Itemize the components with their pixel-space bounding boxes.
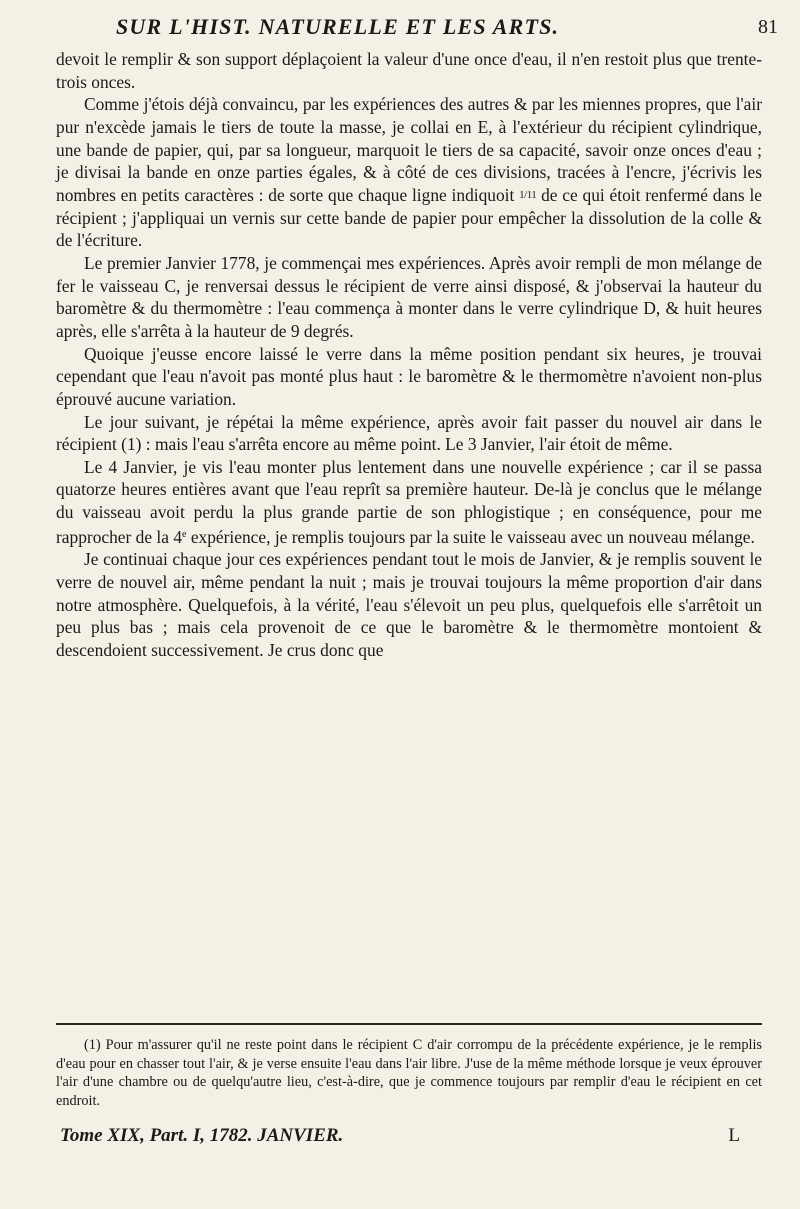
page-number: 81 xyxy=(758,16,778,38)
paragraph-2-part-a: Comme j'étois déjà convaincu, par les expériences des autres & par les miennes propres, que l'air pur n'excède jamais le tiers de toute la masse, je collai en E, à l'extérieur du récipient cylindrique, une bande de papier, qui, par sa longueur, marquoit le tiers de sa capacité, savoir onze onces d'eau ; je divisai la bande en onze parties égales, & à côté de ces divisions, tracées à l'encre, j'écrivis les nombres en petits caractères : de sorte que chaque ligne indiquoit xyxy=(56,94,762,205)
paragraph-6-part-a: Le 4 Janvier, je vis l'eau monter plus lentement dans une nouvelle expérience ; car il se passa quatorze heures entières avant que l'eau reprît sa première hauteur. De-là je conclus que le mélange du vaisseau avoit perdu la plus grande partie de son phlogistique ; en conséquence, pour me rapprocher de la 4 xyxy=(56,456,762,547)
paragraph-6 xyxy=(56,456,762,549)
paragraph-1: devoit le remplir & son support déplaçoient la valeur d'une once d'eau, il n'en restoit plus que trente-trois onces. xyxy=(56,49,762,92)
paragraph-4: Quoique j'eusse encore laissé le verre dans la même position pendant six heures, je trouvai cependant que l'eau n'avoit pas monté plus haut : le baromètre & le thermomètre n'avoient non-plus éprouvé aucune variation. xyxy=(56,343,762,409)
paragraph-7: Je continuai chaque jour ces expériences pendant tout le mois de Janvier, & je remplis souvent le verre de nouvel air, même pendant la nuit ; mais je trouvai toujours la même proportion d'air dans notre atmosphère. Quelquefois, à la vérité, l'eau s'élevoit un peu plus, quelquefois elle s'arrêtoit un peu plus bas ; mais cela provenoit de ce que le baromètre & le thermomètre montoient & descendoient successivement. Je crus donc que xyxy=(56,549,762,661)
paragraph-2-part-b: de ce qui étoit renfermé dans le récipient ; j'appliquai un vernis sur cette bande de papier pour empêcher la dissolution de la colle & de l'écriture. xyxy=(56,184,762,251)
paragraph-6-part-b: expérience, je remplis toujours par la suite le vaisseau avec un nouveau mélange. xyxy=(186,526,755,547)
signature-line xyxy=(60,1125,760,1155)
ordinal-superscript: e xyxy=(182,528,187,540)
page-header xyxy=(60,14,780,46)
paragraph-2 xyxy=(56,93,762,252)
paragraph-3: Le premier Janvier 1778, je commençai mes expériences. Après avoir rempli de mon mélange de fer le vaisseau C, je renversai dessus le récipient de verre ainsi disposé, & j'observai la hauteur du baromètre & du thermomètre : l'eau commença à monter dans le verre cylindrique D, & huit heures après, elle s'arrêta à la hauteur de 9 degrés. xyxy=(56,252,762,341)
volume-citation: Tome XIX, Part. I, 1782. JANVIER. xyxy=(60,1125,344,1146)
body-text xyxy=(56,48,762,662)
fraction: 1/11 xyxy=(519,188,537,201)
running-title: SUR L'HIST. NATURELLE ET LES ARTS. xyxy=(116,14,560,39)
footnote-text: (1) Pour m'assurer qu'il ne reste point dans le récipient C d'air corrompu de la précédente expérience, je le remplis d'eau pour en chasser tout l'air, & je verse ensuite l'eau dans l'air libre. J'use de la même méthode lorsque je veux éprouver l'air d'une chambre ou de quelqu'autre lieu, c'est-à-dire, que je commence toujours par remplir d'eau le récipient en cet endroit. xyxy=(56,1037,762,1109)
footnote-divider xyxy=(56,1023,762,1025)
signature-mark: L xyxy=(728,1125,740,1146)
footnote xyxy=(56,1036,762,1110)
paragraph-5: Le jour suivant, je répétai la même expérience, après avoir fait passer du nouvel air dans le récipient (1) : mais l'eau s'arrêta encore au même point. Le 3 Janvier, l'air étoit de même. xyxy=(56,411,762,455)
